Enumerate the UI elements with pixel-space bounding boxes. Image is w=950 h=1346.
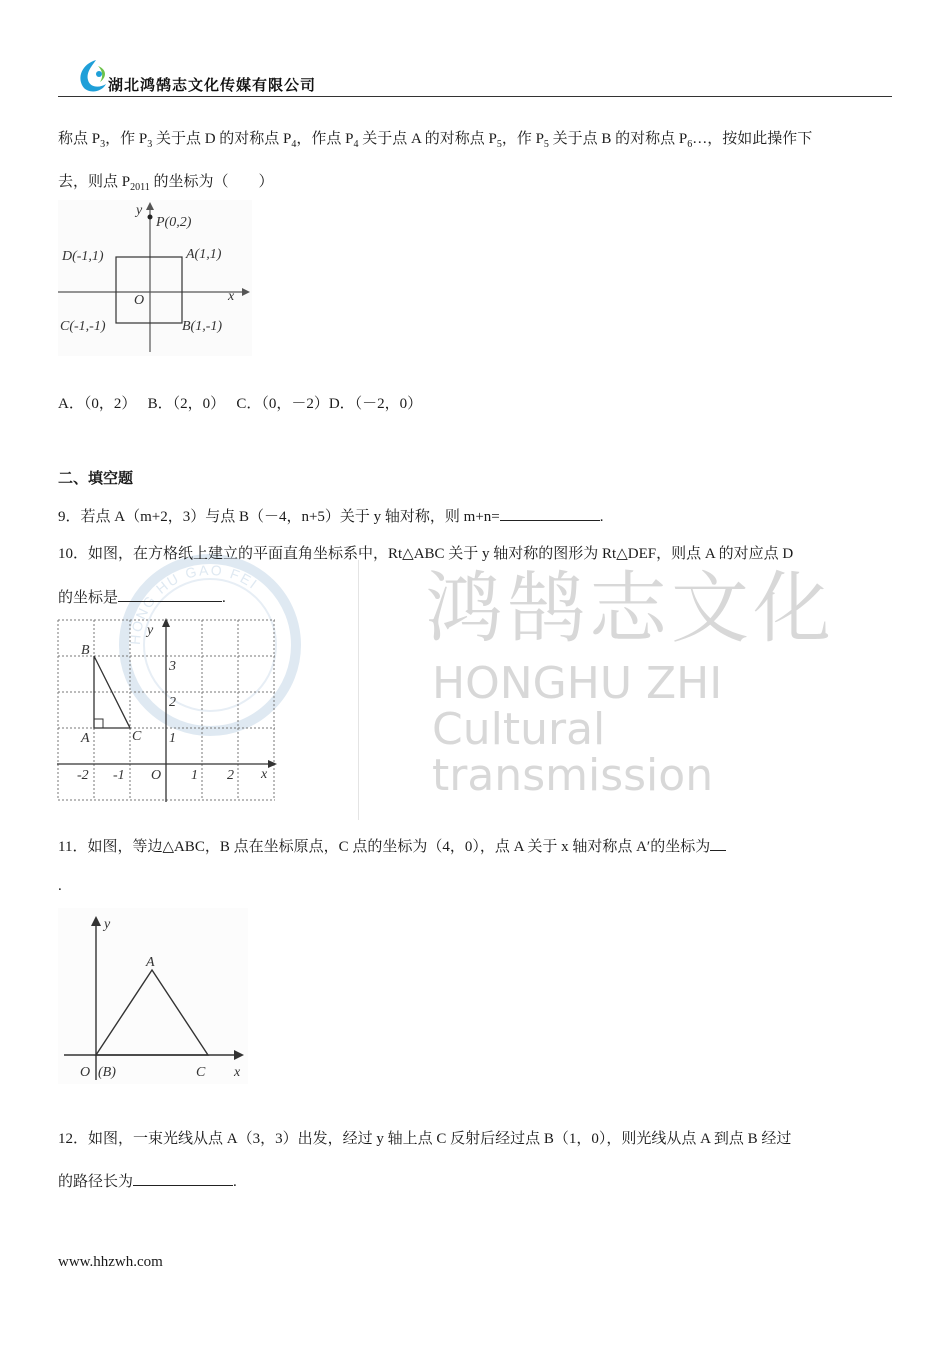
- q11-line2: .: [58, 878, 62, 894]
- q11-fig-o: O: [80, 1065, 91, 1080]
- company-name: 湖北鸿鹄志文化传媒有限公司: [108, 76, 317, 94]
- q12-line1: 12．如图，一束光线从点 A（3，3）出发，经过 y 轴上点 C 反射后经过点 B（1，0），则光线从点 A 到点 B 经过: [58, 1131, 792, 1147]
- q10-answer-blank[interactable]: [118, 587, 222, 602]
- q10-line1: 10．如图，在方格纸上建立的平面直角坐标系中，Rt△ABC 关于 y 轴对称的图形为 Rt△DEF，则点 A 的对应点 D: [58, 546, 794, 562]
- q11-fig-x: x: [234, 1065, 241, 1080]
- q10-fig-tx2: 2: [227, 768, 234, 783]
- q9-answer-blank[interactable]: [500, 506, 600, 521]
- section-title: 二、填空题: [58, 469, 134, 487]
- q8-fig-d: D(-1,1): [62, 249, 104, 264]
- watermark-en3: transmission: [432, 750, 714, 801]
- watermark-en1: HONGHU ZHI: [432, 658, 723, 709]
- q11-figure: [58, 908, 248, 1084]
- q12-answer-blank[interactable]: [133, 1171, 233, 1186]
- q10-fig-c: C: [132, 729, 142, 744]
- seal-text: HONG HU GAO FEI: [126, 561, 262, 646]
- q10-fig-tm2: -2: [77, 768, 89, 783]
- q11-line1: 11．如图，等边△ABC，B 点在坐标原点，C 点的坐标为（4，0），点 A 关于 x 轴对称点 A′的坐标为: [58, 835, 726, 856]
- q10-fig-tm1: -1: [113, 768, 125, 783]
- footer-url[interactable]: www.hhzwh.com: [58, 1254, 163, 1270]
- q8-line2: 去，则点 $P_{2011}$ 的坐标为（ ）: [58, 174, 274, 193]
- q11-answer-blank[interactable]: [710, 836, 726, 851]
- q10-fig-tx1: 1: [191, 768, 198, 783]
- q10-fig-t2: 2: [169, 695, 176, 710]
- q10-figure: [57, 618, 277, 802]
- company-logo-icon: [72, 58, 112, 94]
- watermark-divider: [358, 560, 359, 820]
- q8-choices: A．（0，2） B．（2，0） C．（0，－2）D．（－2，0）: [58, 396, 423, 412]
- q10-fig-y: y: [147, 623, 154, 638]
- q8-fig-o: O: [134, 293, 145, 308]
- watermark-en2: Cultural: [432, 704, 606, 755]
- q11-fig-b: (B): [98, 1065, 116, 1080]
- q11-fig-y: y: [104, 917, 111, 932]
- q12-line2: 的路径长为 .: [58, 1170, 237, 1191]
- watermark-cn: 鸿鹄志文化: [425, 564, 836, 654]
- q10-fig-x: x: [261, 767, 268, 782]
- q8-figure: [58, 200, 252, 356]
- q10-line2: 的坐标是 .: [58, 586, 226, 607]
- header-divider: [58, 96, 892, 97]
- q11-fig-c: C: [196, 1065, 206, 1080]
- q10-fig-o: O: [151, 768, 162, 783]
- q8-fig-y: y: [136, 203, 143, 218]
- q10-fig-a: A: [81, 731, 90, 746]
- q8-fig-b: B(1,-1): [182, 319, 223, 334]
- q11-fig-a: A: [146, 955, 155, 970]
- q8-fig-p: P(0,2): [156, 215, 192, 230]
- q8-fig-c: C(-1,-1): [60, 319, 106, 334]
- q8-fig-a: A(1,1): [186, 247, 222, 262]
- q8-line1: 称点 $P_3$，作 $P_3$ 关于点 D 的对称点 $P_4$，作点 $P_4$ 关于点 A 的对称点 $P_5$，作 $P_5$ 关于点 B 的对称点 $P_6\dots$，按如此操作下: [58, 131, 813, 150]
- q9-text: 9．若点 A（m+2，3）与点 B（－4，n+5）关于 y 轴对称，则 m+n= .: [58, 505, 604, 526]
- q10-fig-t1: 1: [169, 731, 176, 746]
- q8-fig-x: x: [228, 289, 235, 304]
- q10-fig-b: B: [81, 643, 90, 658]
- q10-fig-t3: 3: [169, 659, 176, 674]
